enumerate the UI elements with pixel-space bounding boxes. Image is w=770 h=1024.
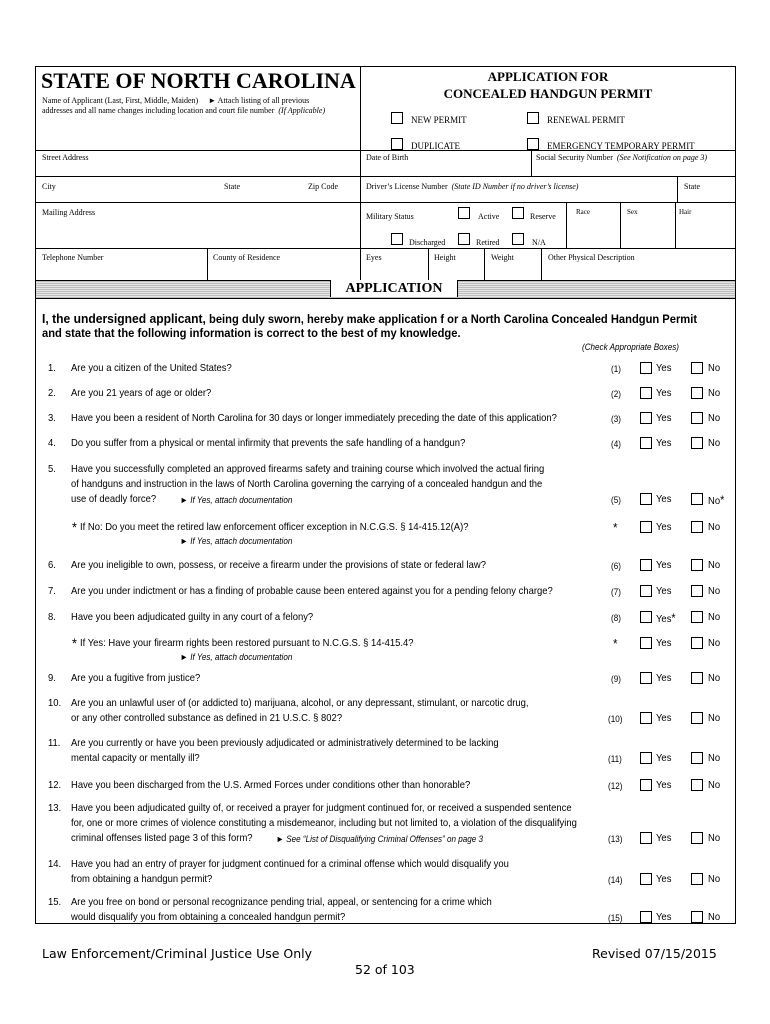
no-checkbox[interactable] [691,585,703,597]
yes-label: Yes [656,637,672,649]
no-checkbox[interactable] [691,779,703,791]
date-of-birth-label: Date of Birth [366,153,409,162]
retired-label: Retired [476,238,500,247]
question-text: from obtaining a handgun permit? [71,873,213,885]
no-checkbox[interactable] [691,387,703,399]
no-label: No [708,585,721,597]
yes-label: Yes [656,752,672,764]
question-reference: (3) [611,414,621,424]
yes-label: Yes [656,585,672,597]
question-reference: (2) [611,389,621,399]
no-checkbox[interactable] [691,637,703,649]
question-number: 7. [48,585,56,597]
new-permit-checkbox[interactable] [391,112,403,124]
yes-checkbox[interactable] [640,585,652,597]
question-number: 14. [48,858,62,870]
question-reference: * [613,636,618,651]
mailing-address-label: Mailing Address [42,208,96,217]
yes-checkbox[interactable] [640,362,652,374]
question-text: If Yes: Have your firearm rights been restored pursuant to N.C.G.S. § 14-415.4? [80,637,414,649]
yes-label: Yes [656,911,672,923]
no-checkbox[interactable] [691,521,703,533]
no-label: No* [708,493,725,507]
no-checkbox[interactable] [691,611,703,623]
question-text: If No: Do you meet the retired law enforcement officer exception in N.C.G.S. § 14-415.12(A)? [80,521,469,533]
sex-label: Sex [627,208,638,216]
yes-label: Yes* [656,611,676,625]
question-text: mental capacity or mentally ill? [71,752,200,764]
eyes-label: Eyes [366,253,382,262]
no-label: No [708,911,721,923]
telephone-label: Telephone Number [42,253,104,262]
question-reference: (4) [611,439,621,449]
question-text: use of deadly force? [71,493,157,505]
app-title-line1: APPLICATION FOR [487,69,609,84]
active-label: Active [478,212,500,221]
question-reference: (5) [611,495,621,505]
ssn-label: Social Security Number (See Notification on page 3) [536,153,708,162]
no-label: No [708,412,721,424]
attach-documentation-note: ► If Yes, attach documentation [180,536,293,546]
no-checkbox[interactable] [691,873,703,885]
yes-label: Yes [656,873,672,885]
question-reference: (8) [611,613,621,623]
attach-documentation-note: ► If Yes, attach documentation [180,652,293,662]
yes-checkbox[interactable] [640,559,652,571]
yes-label: Yes [656,437,672,449]
question-text: for, one or more crimes of violence constituting a misdemeanor, including but not limited to, a violation of the disqualifying [71,817,577,829]
yes-checkbox[interactable] [640,437,652,449]
question-text: Have you successfully completed an approved firearms safety and training course which involved the actual firing [71,463,545,475]
renewal-permit-checkbox[interactable] [527,112,539,124]
question-reference: (11) [608,754,622,764]
question-text: Are you currently or have you been previously adjudicated or administratively determined to be lacking [71,737,499,749]
question-text: Have you been adjudicated guilty of, or received a prayer for judgment continued for, or received a suspended sentence [71,802,572,814]
state-title: STATE OF NORTH CAROLINA [41,68,356,93]
yes-checkbox[interactable] [640,712,652,724]
duplicate-label: DUPLICATE [411,141,460,151]
no-checkbox[interactable] [691,712,703,724]
footer-right: Revised 07/15/2015 [592,946,717,961]
question-text: Are you ineligible to own, possess, or receive a firearm under the provisions of state or federal law? [71,559,486,571]
page-number: 52 of 103 [355,962,415,977]
county-label: County of Residence [213,253,281,262]
reserve-label: Reserve [530,212,556,221]
disqualifying-offenses-note: ► See “List of Disqualifying Criminal Offenses” on page 3 [276,834,484,844]
section-title: APPLICATION [330,280,458,297]
no-label: No [708,779,721,791]
attach-note: addresses and all name changes including location and court file number (If Applicable) [42,106,326,115]
no-checkbox[interactable] [691,559,703,571]
yes-checkbox[interactable] [640,521,652,533]
no-label: No [708,437,721,449]
intro-line-2: and state that the following information is correct to the best of my knowledge. [42,326,461,340]
question-reference: (10) [608,714,623,724]
question-text: would disqualify you from obtaining a concealed handgun permit? [71,911,346,923]
question-reference: (7) [611,587,621,597]
question-text: Have you been discharged from the U.S. Armed Forces under conditions other than honorable? [71,779,471,791]
yes-label: Yes [656,493,672,505]
hair-label: Hair [679,208,692,216]
yes-checkbox[interactable] [640,873,652,885]
question-text: Have you been a resident of North Carolina for 30 days or longer immediately preceding the date of this application? [71,412,557,424]
retired-checkbox[interactable] [458,233,470,245]
state-label: State [224,182,240,191]
no-checkbox[interactable] [691,362,703,374]
city-label: City [42,182,56,191]
app-title-line2: CONCEALED HANDGUN PERMIT [443,86,653,101]
question-number: 9. [48,672,56,684]
yes-checkbox[interactable] [640,779,652,791]
no-label: No [708,559,721,571]
question-text: Are you free on bond or personal recognizance pending trial, appeal, or sentencing for a crime which [71,896,492,908]
question-text: Are you a fugitive from justice? [71,672,201,684]
yes-checkbox[interactable] [640,637,652,649]
no-label: No [708,637,721,649]
question-number: * [72,519,77,535]
renewal-permit-label: RENEWAL PERMIT [547,115,625,125]
yes-checkbox[interactable] [640,752,652,764]
yes-label: Yes [656,521,672,533]
question-reference: * [613,520,618,535]
no-checkbox[interactable] [691,752,703,764]
street-address-field[interactable] [36,163,359,177]
height-label: Height [434,253,456,262]
zip-code-label: Zip Code [308,182,338,191]
no-label: No [708,873,721,885]
active-checkbox[interactable] [458,207,470,219]
question-number: 12. [48,779,62,791]
question-number: 1. [48,362,56,374]
yes-checkbox[interactable] [640,911,652,923]
intro-line-1: I, the undersigned applicant, being duly sworn, hereby make application f or a North Carolina Concealed Handgun Permit [42,311,698,326]
question-number: 3. [48,412,56,424]
question-reference: (1) [611,364,621,374]
yes-checkbox[interactable] [640,493,652,505]
question-number: 8. [48,611,56,623]
yes-label: Yes [656,832,672,844]
na-checkbox[interactable] [512,233,524,245]
question-number: 6. [48,559,56,571]
question-number: 11. [48,737,61,749]
no-checkbox[interactable] [691,832,703,844]
no-checkbox[interactable] [691,672,703,684]
question-number: 4. [48,437,56,449]
emergency-permit-checkbox[interactable] [527,138,539,150]
question-number: 15. [48,896,62,908]
question-number: * [72,635,77,651]
name-of-applicant-label: Name of Applicant (Last, First, Middle, Maiden) ► Attach listing of all previous [42,96,310,105]
yes-checkbox[interactable] [640,832,652,844]
no-label: No [708,752,721,764]
question-reference: (6) [611,561,621,571]
na-label: N/A [532,238,546,247]
yes-checkbox[interactable] [640,672,652,684]
no-checkbox[interactable] [691,493,703,505]
no-label: No [708,832,721,844]
question-text: Have you had an entry of prayer for judgment continued for a criminal offense which would disqualify you [71,858,509,870]
no-label: No [708,362,721,374]
dl-state-label: State [684,182,700,191]
question-reference: (12) [608,781,623,791]
question-text: Are you 21 years of age or older? [71,387,212,399]
reserve-checkbox[interactable] [512,207,524,219]
other-description-label: Other Physical Description [548,253,635,262]
yes-label: Yes [656,712,672,724]
discharged-checkbox[interactable] [391,233,403,245]
question-reference: (9) [611,674,621,684]
question-text: of handguns and instruction in the laws of North Carolina governing the carrying of a concealed handgun and the [71,478,543,490]
new-permit-label: NEW PERMIT [411,115,467,125]
question-number: 10. [48,697,62,709]
no-label: No [708,712,721,724]
yes-checkbox[interactable] [640,412,652,424]
question-reference: (13) [608,834,623,844]
question-text: Are you an unlawful user of (or addicted to) marijuana, alcohol, or any depressant, stimulant, or narcotic drug, [71,697,529,709]
attach-documentation-note: ► If Yes, attach documentation [180,495,293,505]
yes-label: Yes [656,387,672,399]
question-text: or any other controlled substance as defined in 21 U.S.C. § 802? [71,712,343,724]
question-number: 5. [48,463,56,475]
question-text: Do you suffer from a physical or mental infirmity that prevents the safe handling of a handgun? [71,437,466,449]
military-status-label: Military Status [366,212,414,221]
question-reference: (15) [608,913,623,923]
yes-label: Yes [656,412,672,424]
no-checkbox[interactable] [691,911,703,923]
weight-label: Weight [491,253,514,262]
yes-label: Yes [656,362,672,374]
race-label: Race [576,208,590,216]
question-text: Are you under indictment or has a finding of probable cause been entered against you for a pending felony charge? [71,585,553,597]
yes-checkbox[interactable] [640,611,652,623]
yes-label: Yes [656,559,672,571]
no-label: No [708,387,721,399]
yes-label: Yes [656,672,672,684]
no-checkbox[interactable] [691,412,703,424]
no-label: No [708,521,721,533]
no-checkbox[interactable] [691,437,703,449]
duplicate-checkbox[interactable] [391,138,403,150]
yes-label: Yes [656,779,672,791]
yes-checkbox[interactable] [640,387,652,399]
no-label: No [708,672,721,684]
footer-left: Law Enforcement/Criminal Justice Use Only [42,946,313,961]
question-text: Are you a citizen of the United States? [71,362,232,374]
question-text: Have you been adjudicated guilty in any court of a felony? [71,611,314,623]
street-address-label: Street Address [42,153,89,162]
discharged-label: Discharged [409,238,446,247]
drivers-license-label: Driver’s License Number (State ID Number if no driver’s license) [366,182,579,191]
no-label: No [708,611,721,623]
question-number: 2. [48,387,56,399]
question-text: criminal offenses listed page 3 of this form? [71,832,253,844]
check-boxes-note: (Check Appropriate Boxes) [582,342,679,352]
emergency-permit-label: EMERGENCY TEMPORARY PERMIT [547,141,695,151]
question-reference: (14) [608,875,623,885]
question-number: 13. [48,802,62,814]
